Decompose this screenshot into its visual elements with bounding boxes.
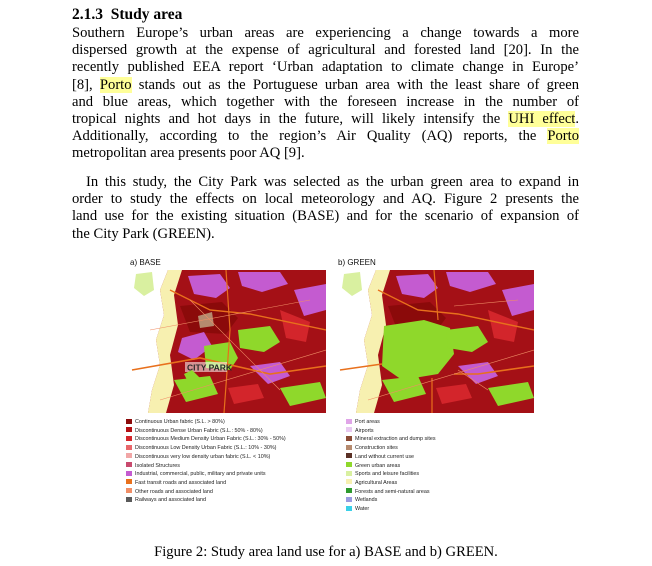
legend-label: Wetlands <box>355 497 378 504</box>
legend-label: Airports <box>355 427 374 434</box>
legend-item <box>126 453 286 462</box>
legend-item <box>346 488 436 497</box>
text-line <box>72 25 579 42</box>
legend-label: Green urban areas <box>355 462 401 469</box>
legend-label: Mineral extraction and dump sites <box>355 436 436 443</box>
legend-swatch <box>126 453 132 458</box>
legend-swatch <box>126 479 132 484</box>
legend-label: Discontinuous Medium Density Urban Fabric (S.L.: 30% - 50%) <box>135 436 286 443</box>
text-line <box>72 42 579 59</box>
legend-label: Discontinuous very low density urban fabric (S.L. < 10%) <box>135 453 271 460</box>
text-segment: dispersed growth at the expense of agricultural and forested land [20]. In the <box>72 42 579 59</box>
legend-swatch <box>126 419 132 424</box>
text-line <box>72 94 579 111</box>
legend-label: Water <box>355 506 370 513</box>
text-segment: Southern Europe’s urban areas are experiencing a change towards a more <box>72 25 579 41</box>
legend-item <box>346 479 436 488</box>
legend-swatch <box>346 497 352 502</box>
text-segment: the City Park (GREEN). <box>72 225 215 242</box>
legend-swatch <box>346 479 352 484</box>
legend-swatch <box>126 427 132 432</box>
text-segment: Additionally, according to the region’s Air Quality (AQ) reports, the <box>72 128 548 145</box>
highlighted-term: UHI effect <box>508 111 576 128</box>
legend-item <box>346 444 436 453</box>
text-segment: . <box>575 111 580 128</box>
legend-swatch <box>346 488 352 493</box>
legend-label: Continuous Urban fabric (S.L. > 80%) <box>135 419 225 425</box>
legend-item <box>346 505 436 514</box>
text-line <box>72 59 579 76</box>
legend-swatch <box>346 462 352 467</box>
paragraph-1 <box>72 25 579 163</box>
legend-item <box>346 418 436 427</box>
text-segment: land use for the existing situation (BASE) and for the scenario of expansion of <box>72 208 579 225</box>
legend-swatch <box>346 427 352 432</box>
text-line <box>72 191 579 208</box>
map-base <box>130 270 326 413</box>
legend-label: Discontinuous Low Density Urban Fabric (S.L.: 10% - 30%) <box>135 445 277 452</box>
legend-left <box>126 418 286 505</box>
figure-2 <box>122 258 554 528</box>
legend-item <box>126 488 286 497</box>
map-green-image <box>338 270 534 413</box>
legend-swatch <box>346 445 352 450</box>
legend-swatch <box>126 471 132 476</box>
legend-item <box>346 453 436 462</box>
legend-label: Discontinuous Dense Urban Fabric (S.L.: 50% - 80%) <box>135 427 263 434</box>
text-segment: [8], <box>72 76 100 93</box>
figure-caption: Figure 2: Study area land use for a) BASE and b) GREEN. <box>154 544 498 560</box>
legend-label: Other roads and associated land <box>135 488 213 495</box>
legend-label: Forests and semi-natural areas <box>355 488 430 495</box>
legend-swatch <box>346 419 352 424</box>
text-segment: tropical nights and hot days in the future, will likely intensify the <box>72 111 509 128</box>
text-segment: In this study, the City Park was selected as the urban green area to expand in <box>86 174 579 190</box>
text-segment: stands out as the Portuguese urban area with the least share of green <box>131 76 579 93</box>
legend-item <box>126 470 286 479</box>
legend-item <box>346 435 436 444</box>
legend-item <box>126 418 286 427</box>
panel-label-green: b) GREEN <box>338 258 376 267</box>
text-line <box>72 208 579 225</box>
text-line <box>72 77 579 94</box>
legend-label: Sports and leisure facilities <box>355 471 420 478</box>
paragraph-2 <box>72 174 579 243</box>
map-green <box>338 270 534 413</box>
legend-swatch <box>346 436 352 441</box>
legend-swatch <box>126 462 132 467</box>
map-base-image <box>130 270 326 413</box>
text-segment: order to study the effects on local meteorology and AQ. Figure 2 presents the <box>72 191 579 208</box>
legend-item <box>346 496 436 505</box>
legend-swatch <box>126 488 132 493</box>
legend-swatch <box>346 453 352 458</box>
legend-label: Construction sites <box>355 445 398 452</box>
legend-item <box>346 427 436 436</box>
legend-label: Agricultural Areas <box>355 479 398 486</box>
legend-item <box>126 496 286 505</box>
text-line <box>72 174 579 191</box>
panel-label-base: a) BASE <box>130 258 161 267</box>
legend-label: Port areas <box>355 419 380 425</box>
text-line <box>72 226 579 243</box>
text-segment: recently published EEA report ‘Urban adaptation to climate change in Europe’ <box>72 59 579 76</box>
text-segment: and blue areas, which together with the foreseen increase in the number of <box>72 93 579 110</box>
legend-swatch <box>126 445 132 450</box>
text-line <box>72 145 579 162</box>
legend-label: Fast transit roads and associated land <box>135 479 227 486</box>
legend-item <box>126 444 286 453</box>
text-segment: metropolitan area presents poor AQ [9]. <box>72 145 305 162</box>
text-line <box>72 128 579 145</box>
legend-right <box>346 418 436 514</box>
legend-label: Isolated Structures <box>135 462 180 469</box>
section-number: 2.1.3 <box>72 6 103 23</box>
legend-item <box>126 462 286 471</box>
legend-item <box>346 462 436 471</box>
legend-label: Land without current use <box>355 453 415 460</box>
legend-item <box>126 479 286 488</box>
legend-swatch <box>126 497 132 502</box>
text-line <box>72 111 579 128</box>
highlighted-term: Porto <box>547 128 579 145</box>
legend-item <box>126 427 286 436</box>
legend-swatch <box>346 506 352 511</box>
city-park-label: CITY PARK <box>187 362 233 373</box>
section-title: Study area <box>110 6 183 23</box>
legend-label: Industrial, commercial, public, military and private units <box>135 471 266 478</box>
legend-item <box>346 470 436 479</box>
highlighted-term: Porto <box>99 76 132 93</box>
legend-label: Railways and associated land <box>135 497 207 504</box>
section-heading <box>72 6 182 24</box>
legend-swatch <box>346 471 352 476</box>
legend-swatch <box>126 436 132 441</box>
legend-item <box>126 435 286 444</box>
